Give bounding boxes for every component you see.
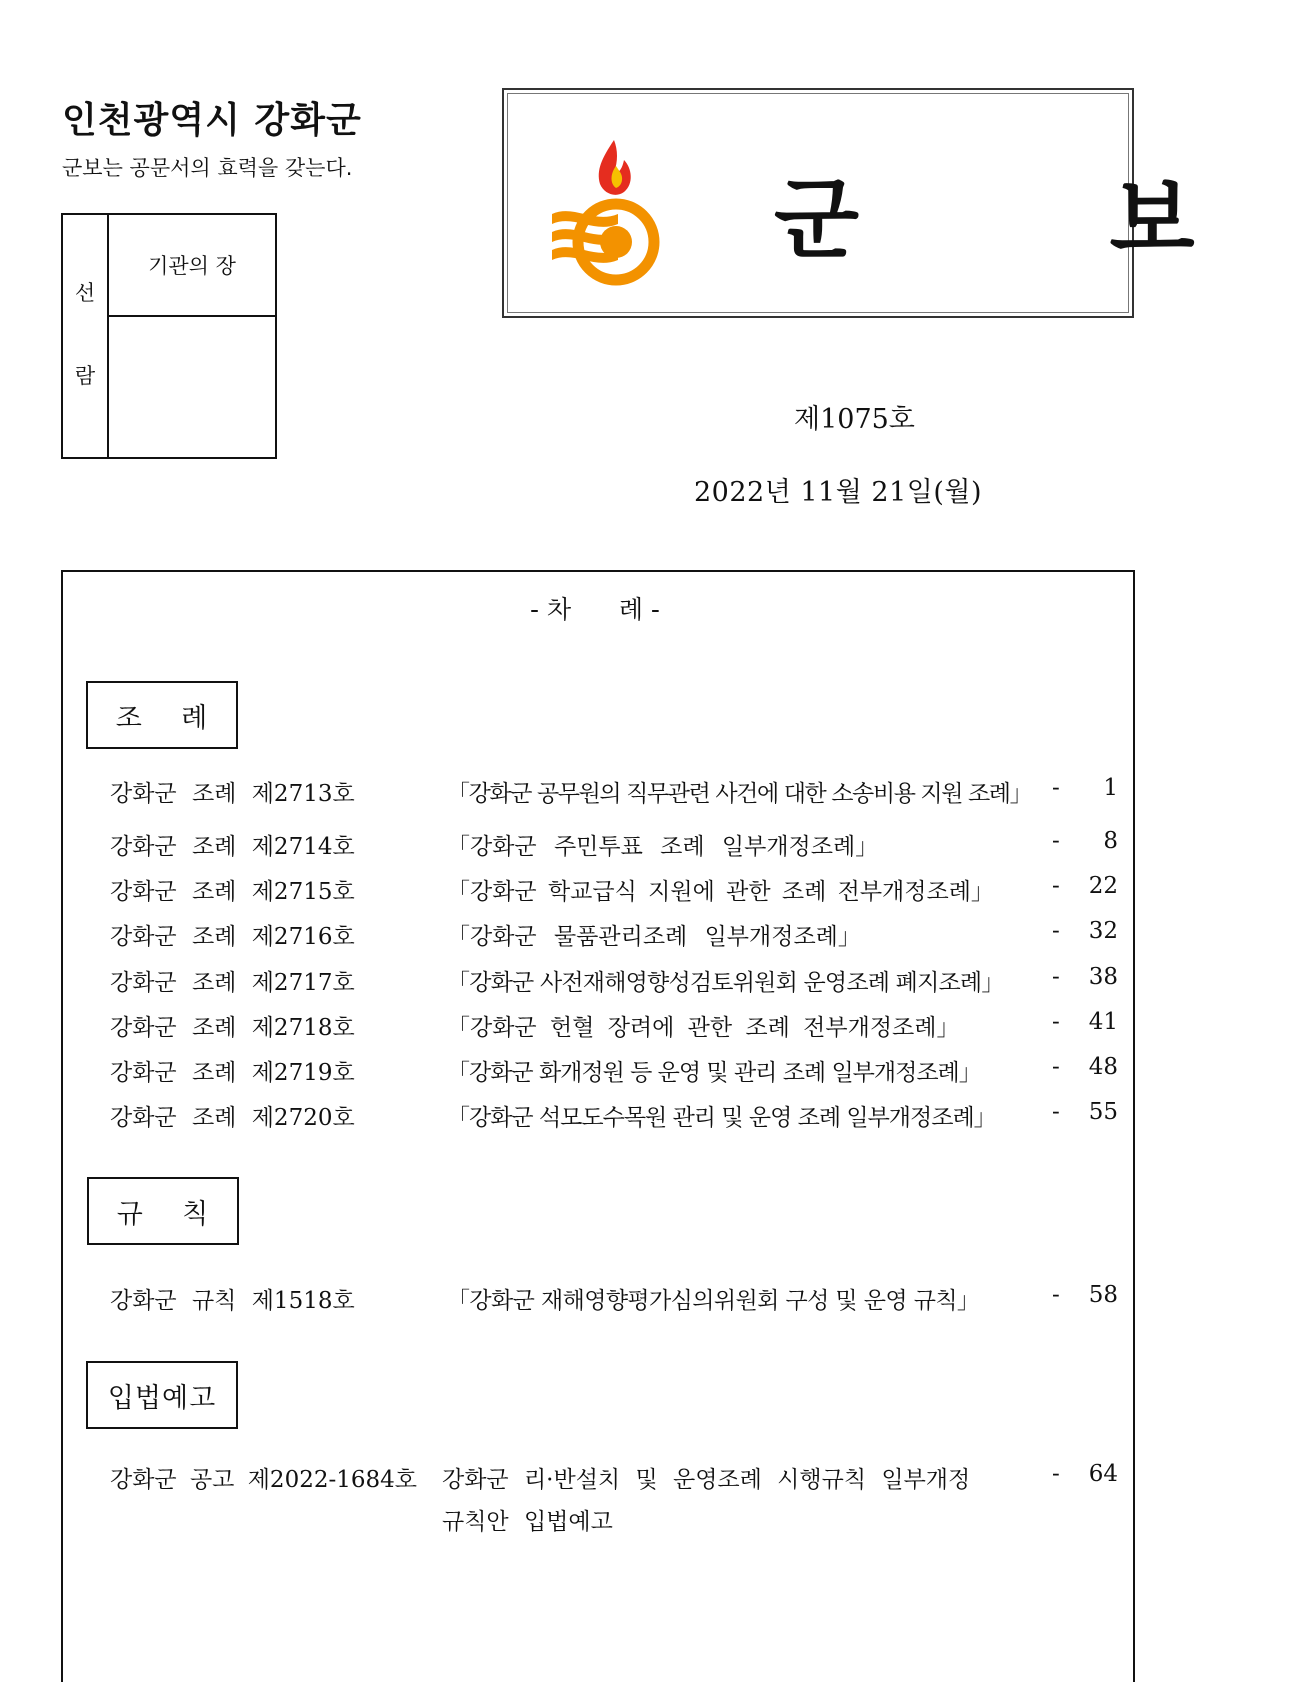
toc-item-number: 강화군 조례 제2716호: [110, 924, 355, 950]
toc-title: - 차 례 -: [530, 595, 660, 624]
section-label-ordinance: 조 례: [86, 681, 238, 749]
masthead-title: 군 보: [774, 168, 1305, 271]
toc-item-title: 「강화군 주민투표 조례 일부개정조례」: [447, 834, 879, 860]
approval-side-char-2: 람: [74, 364, 96, 388]
section-label-legislative-notice: 입법예고: [86, 1361, 238, 1429]
masthead: [502, 88, 1305, 318]
toc-item-dash: -: [1052, 1282, 1060, 1308]
toc-item-dash: -: [1052, 1461, 1060, 1487]
toc-item-number: 강화군 조례 제2713호: [110, 781, 355, 807]
toc-item-dash: -: [1052, 918, 1060, 944]
toc-item-page: 1: [1103, 775, 1118, 801]
toc-item-page: 8: [1103, 828, 1118, 854]
toc-row[interactable]: [0, 1099, 1190, 1139]
issue-date: 2022년 11월 21일(월): [694, 477, 982, 508]
toc-row[interactable]: [0, 964, 1190, 1004]
toc-item-dash: -: [1052, 828, 1060, 854]
toc-item-title: 「강화군 화개정원 등 운영 및 관리 조례 일부개정조례」: [447, 1060, 981, 1086]
toc-item-dash: -: [1052, 873, 1060, 899]
toc-row[interactable]: [0, 828, 1190, 868]
toc-item-number: 강화군 조례 제2720호: [110, 1105, 355, 1131]
toc-row[interactable]: [0, 1282, 1190, 1322]
toc-item-number: 강화군 공고 제2022-1684호: [110, 1467, 417, 1493]
toc-item-number: 강화군 조례 제2714호: [110, 834, 355, 860]
toc-row[interactable]: [0, 918, 1190, 958]
toc-item-dash: -: [1052, 775, 1060, 801]
toc-item-page: 64: [1088, 1461, 1118, 1487]
toc-row[interactable]: [0, 1054, 1190, 1094]
toc-row[interactable]: [0, 775, 1190, 815]
approval-head-label: 기관의 장: [109, 215, 275, 317]
toc-item-number: 강화군 규칙 제1518호: [110, 1288, 355, 1314]
toc-item-title: 「강화군 사전재해영향성검토위원회 운영조례 폐지조례」: [447, 970, 1004, 996]
toc-item-title: 「강화군 학교급식 지원에 관한 조례 전부개정조례」: [447, 879, 994, 905]
toc-item-page: 32: [1088, 918, 1118, 944]
toc-item-title: 강화군 리·반설치 및 운영조례 시행규칙 일부개정: [442, 1467, 971, 1493]
issue-number: 제1075호: [794, 404, 915, 435]
approval-side-label: [63, 215, 109, 457]
toc-item-title: 「강화군 공무원의 직무관련 사건에 대한 소송비용 지원 조례」: [447, 781, 1032, 807]
toc-row[interactable]: [0, 1461, 1190, 1545]
toc-item-number: 강화군 조례 제2715호: [110, 879, 355, 905]
approval-side-char-1: 선: [74, 281, 96, 305]
section-label-rule: 규 칙: [87, 1177, 239, 1245]
toc-item-page: 58: [1088, 1282, 1118, 1308]
toc-item-page: 41: [1088, 1009, 1118, 1035]
toc-item-number: 강화군 조례 제2718호: [110, 1015, 355, 1041]
toc-item-page: 38: [1088, 964, 1118, 990]
toc-item-number: 강화군 조례 제2719호: [110, 1060, 355, 1086]
toc-row[interactable]: [0, 1009, 1190, 1049]
approval-box: [61, 213, 277, 459]
org-title: 인천광역시 강화군: [62, 100, 362, 141]
toc-item-page: 48: [1088, 1054, 1118, 1080]
toc-item-dash: -: [1052, 1054, 1060, 1080]
toc-item-title: 「강화군 물품관리조례 일부개정조례」: [447, 924, 861, 950]
toc-item-dash: -: [1052, 1009, 1060, 1035]
toc-item-title: 「강화군 재해영향평가심의위원회 구성 및 운영 규칙」: [447, 1288, 980, 1314]
gangwha-county-emblem-icon: [544, 132, 674, 282]
toc-item-number: 강화군 조례 제2717호: [110, 970, 355, 996]
toc-item-dash: -: [1052, 1099, 1060, 1125]
toc-item-title: 「강화군 헌혈 장려에 관한 조례 전부개정조례」: [447, 1015, 960, 1041]
toc-item-title-continued: 규칙안 입법예고: [442, 1509, 613, 1535]
toc-item-page: 22: [1088, 873, 1118, 899]
org-subtitle: 군보는 공문서의 효력을 갖는다.: [62, 156, 353, 180]
toc-item-page: 55: [1088, 1099, 1118, 1125]
toc-row[interactable]: [0, 873, 1190, 913]
toc-item-dash: -: [1052, 964, 1060, 990]
toc-item-title: 「강화군 석모도수목원 관리 및 운영 조례 일부개정조례」: [447, 1105, 996, 1131]
